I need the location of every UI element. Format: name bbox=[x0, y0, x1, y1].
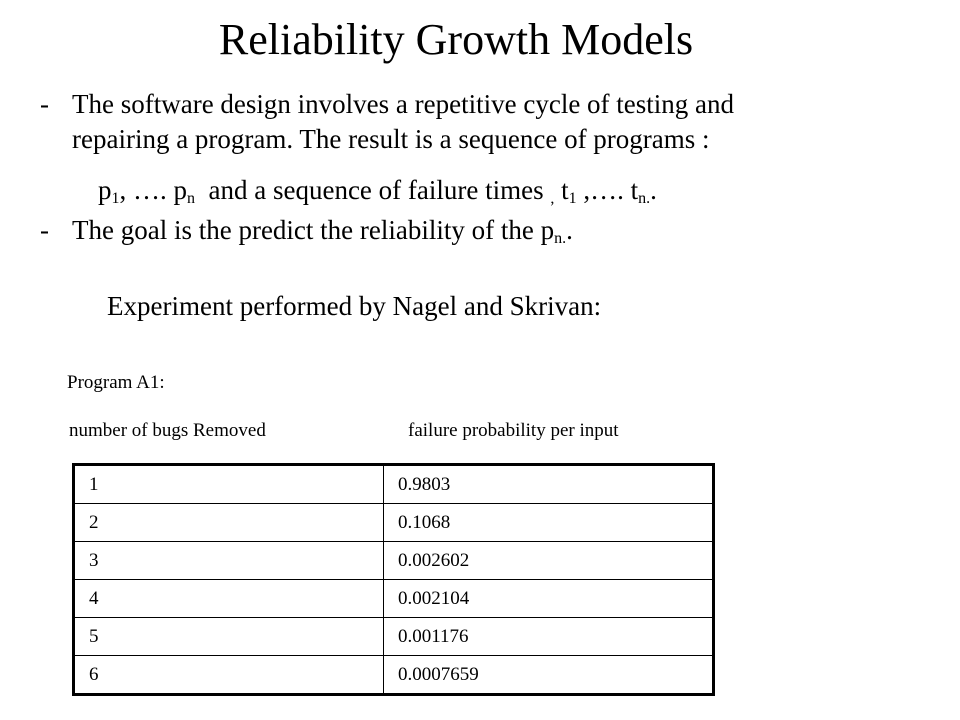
bugs-removed-cell: 5 bbox=[74, 618, 384, 656]
bullet-text-line bbox=[72, 212, 573, 249]
table-row bbox=[74, 580, 714, 618]
bullet-text: The goal is the predict the reliability of the p bbox=[72, 215, 555, 245]
sequence-line bbox=[98, 172, 657, 209]
table-header-col1: number of bugs Removed bbox=[69, 420, 266, 441]
subscript: 1 bbox=[111, 190, 120, 207]
table-header-col2: failure probability per input bbox=[408, 420, 619, 441]
subscript: n. bbox=[554, 230, 567, 247]
subscript: n. bbox=[638, 190, 651, 207]
t-symbol: t bbox=[561, 175, 569, 205]
bullet-dash: - bbox=[40, 215, 49, 245]
failure-probability-cell: 0.001176 bbox=[384, 618, 714, 656]
table-row bbox=[74, 618, 714, 656]
subscript: n bbox=[187, 190, 195, 207]
table-row bbox=[74, 465, 714, 504]
slide-title: Reliability Growth Models bbox=[218, 15, 694, 64]
sequence-text: ,…. t bbox=[583, 175, 639, 205]
bullet-end: . bbox=[566, 215, 573, 245]
bugs-removed-cell: 4 bbox=[74, 580, 384, 618]
bugs-removed-cell: 3 bbox=[74, 542, 384, 580]
bullet-dash: - bbox=[40, 89, 49, 119]
table-body bbox=[74, 465, 714, 695]
sequence-text: , …. p bbox=[119, 175, 187, 205]
p-symbol: p bbox=[98, 175, 112, 205]
data-table bbox=[72, 463, 715, 696]
sequence-text: and a sequence of failure times bbox=[208, 175, 544, 205]
bugs-removed-cell: 2 bbox=[74, 504, 384, 542]
failure-probability-cell: 0.1068 bbox=[384, 504, 714, 542]
experiment-heading: Experiment performed by Nagel and Skrivan: bbox=[107, 291, 602, 321]
table-row bbox=[74, 656, 714, 695]
program-label: Program A1: bbox=[67, 372, 165, 393]
bugs-removed-cell: 1 bbox=[74, 465, 384, 504]
failure-probability-cell: 0.0007659 bbox=[384, 656, 714, 695]
table-row bbox=[74, 542, 714, 580]
subscript-comma: , bbox=[550, 190, 555, 207]
failure-probability-cell: 0.002104 bbox=[384, 580, 714, 618]
bugs-removed-cell: 6 bbox=[74, 656, 384, 695]
table-row bbox=[74, 504, 714, 542]
bullet-text-line: The software design involves a repetitive cycle of testing and bbox=[72, 89, 735, 119]
subscript: 1 bbox=[568, 190, 577, 207]
failure-probability-cell: 0.002602 bbox=[384, 542, 714, 580]
bullet-text-line: repairing a program. The result is a sequence of programs : bbox=[72, 124, 710, 154]
failure-probability-cell: 0.9803 bbox=[384, 465, 714, 504]
sequence-end: . bbox=[650, 175, 657, 205]
